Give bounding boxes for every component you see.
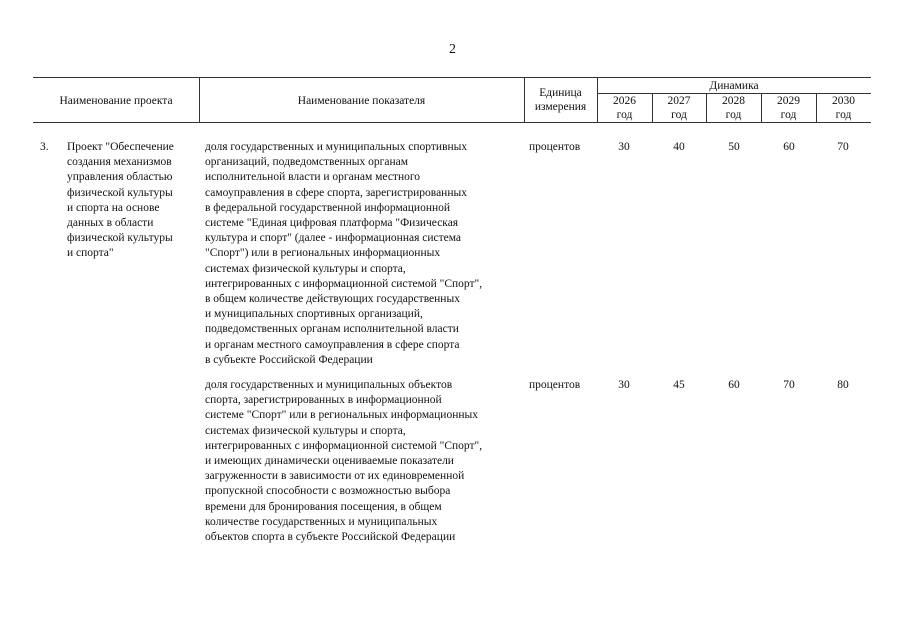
project-name-cell xyxy=(67,140,197,262)
indicator-line: в субъекте Российской Федерации xyxy=(205,353,373,366)
indicator-line: системах физической культуры и спорта, xyxy=(205,262,406,275)
header-project-name: Наименование проекта xyxy=(59,95,173,107)
header-year-2026 xyxy=(597,94,652,122)
indicator-2-value-2026: 30 xyxy=(618,379,630,391)
indicator-line: интегрированных с информационной системой "Спорт", xyxy=(205,439,483,452)
indicator-1-value-2029: 60 xyxy=(783,141,795,153)
header-year-2028 xyxy=(706,94,761,122)
indicator-line: и муниципальных спортивных организаций, xyxy=(205,308,423,321)
indicator-2-unit: процентов xyxy=(529,379,581,391)
indicator-line: в федеральной государственной информационной xyxy=(205,201,451,214)
indicator-line: времени для бронирования посещения, в общем xyxy=(205,500,442,513)
header-year-2030 xyxy=(816,94,871,122)
indicator-line: и органам местного самоуправления в сфере спорта xyxy=(205,338,460,351)
indicator-2-text xyxy=(205,378,523,545)
project-name-line: данных в области xyxy=(67,217,154,230)
indicator-line: и имеющих динамически оцениваемые показатели xyxy=(205,455,454,468)
indicator-line: самоуправления в сфере спорта, зарегистрированных xyxy=(205,186,467,199)
project-name-line: и спорта на основе xyxy=(67,201,160,214)
indicator-line: подведомственных органам исполнительной власти xyxy=(205,323,459,336)
header-unit-line: Единица xyxy=(539,87,582,99)
indicator-line: пропускной способности с возможностью выбора xyxy=(205,485,451,498)
project-name-line: физической культуры xyxy=(67,186,173,199)
header-year-value: 2026 xyxy=(613,95,636,107)
indicator-1-value-2028: 50 xyxy=(728,141,740,153)
indicator-line: объектов спорта в субъекте Российской Федерации xyxy=(205,531,456,544)
indicator-1-unit: процентов xyxy=(529,141,581,153)
indicator-line: доля государственных и муниципальных объектов xyxy=(205,379,453,391)
indicator-line: культура и спорт" (далее - информационная система xyxy=(205,232,462,245)
indicator-line: системе "Спорт" или в региональных информационных xyxy=(205,409,478,422)
indicator-line: организаций, подведомственных органам xyxy=(205,156,409,169)
indicator-line: "Спорт") или в региональных информационных xyxy=(205,247,441,260)
project-name-line: и спорта" xyxy=(67,247,114,260)
header-year-2029 xyxy=(761,94,816,122)
header-year-suffix: год xyxy=(725,109,742,121)
indicator-2-value-2029: 70 xyxy=(783,379,795,391)
indicator-line: загруженности в зависимости от их единовременной xyxy=(205,470,465,483)
header-year-suffix: год xyxy=(780,109,797,121)
row-number: 3. xyxy=(40,141,49,153)
header-year-value: 2028 xyxy=(722,95,745,107)
project-name-line: управления областью xyxy=(67,171,173,184)
header-year-value: 2027 xyxy=(667,95,691,107)
table-header-bottom-border xyxy=(33,122,871,123)
header-year-value: 2030 xyxy=(832,95,855,107)
header-unit xyxy=(524,86,597,114)
project-name-line: создания механизмов xyxy=(67,156,172,169)
indicator-2-value-2030: 80 xyxy=(837,379,849,391)
project-name-line: Проект "Обеспечение xyxy=(67,141,174,153)
header-year-suffix: год xyxy=(616,109,633,121)
indicator-1-value-2026: 30 xyxy=(618,141,630,153)
table-top-border xyxy=(33,77,871,78)
indicator-1-value-2030: 70 xyxy=(837,141,849,153)
header-unit-line: измерения xyxy=(534,101,587,113)
header-year-suffix: год xyxy=(835,109,852,121)
indicator-1-text xyxy=(205,140,523,368)
indicator-2-value-2028: 60 xyxy=(728,379,740,391)
indicator-1-value-2027: 40 xyxy=(673,141,685,153)
header-dynamics: Динамика xyxy=(709,80,759,92)
indicator-line: количестве государственных и муниципальных xyxy=(205,515,438,528)
indicator-line: спорта, зарегистрированных в информационной xyxy=(205,394,442,407)
indicator-line: интегрированных с информационной системой "Спорт", xyxy=(205,277,483,290)
indicator-line: системах физической культуры и спорта, xyxy=(205,424,406,437)
header-year-2027 xyxy=(652,94,706,122)
indicator-line: системе "Единая цифровая платформа "Физическая xyxy=(205,217,459,230)
indicator-2-value-2027: 45 xyxy=(673,379,685,391)
indicator-line: в общем количестве действующих государственных xyxy=(205,293,460,306)
header-year-suffix: год xyxy=(671,109,687,121)
indicator-line: исполнительной власти и органам местного xyxy=(205,171,421,184)
indicator-line: доля государственных и муниципальных спортивных xyxy=(205,141,468,153)
header-indicator-name: Наименование показателя xyxy=(297,95,426,107)
page-number: 2 xyxy=(449,42,456,57)
header-year-value: 2029 xyxy=(777,95,800,107)
project-name-line: физической культуры xyxy=(67,232,173,245)
